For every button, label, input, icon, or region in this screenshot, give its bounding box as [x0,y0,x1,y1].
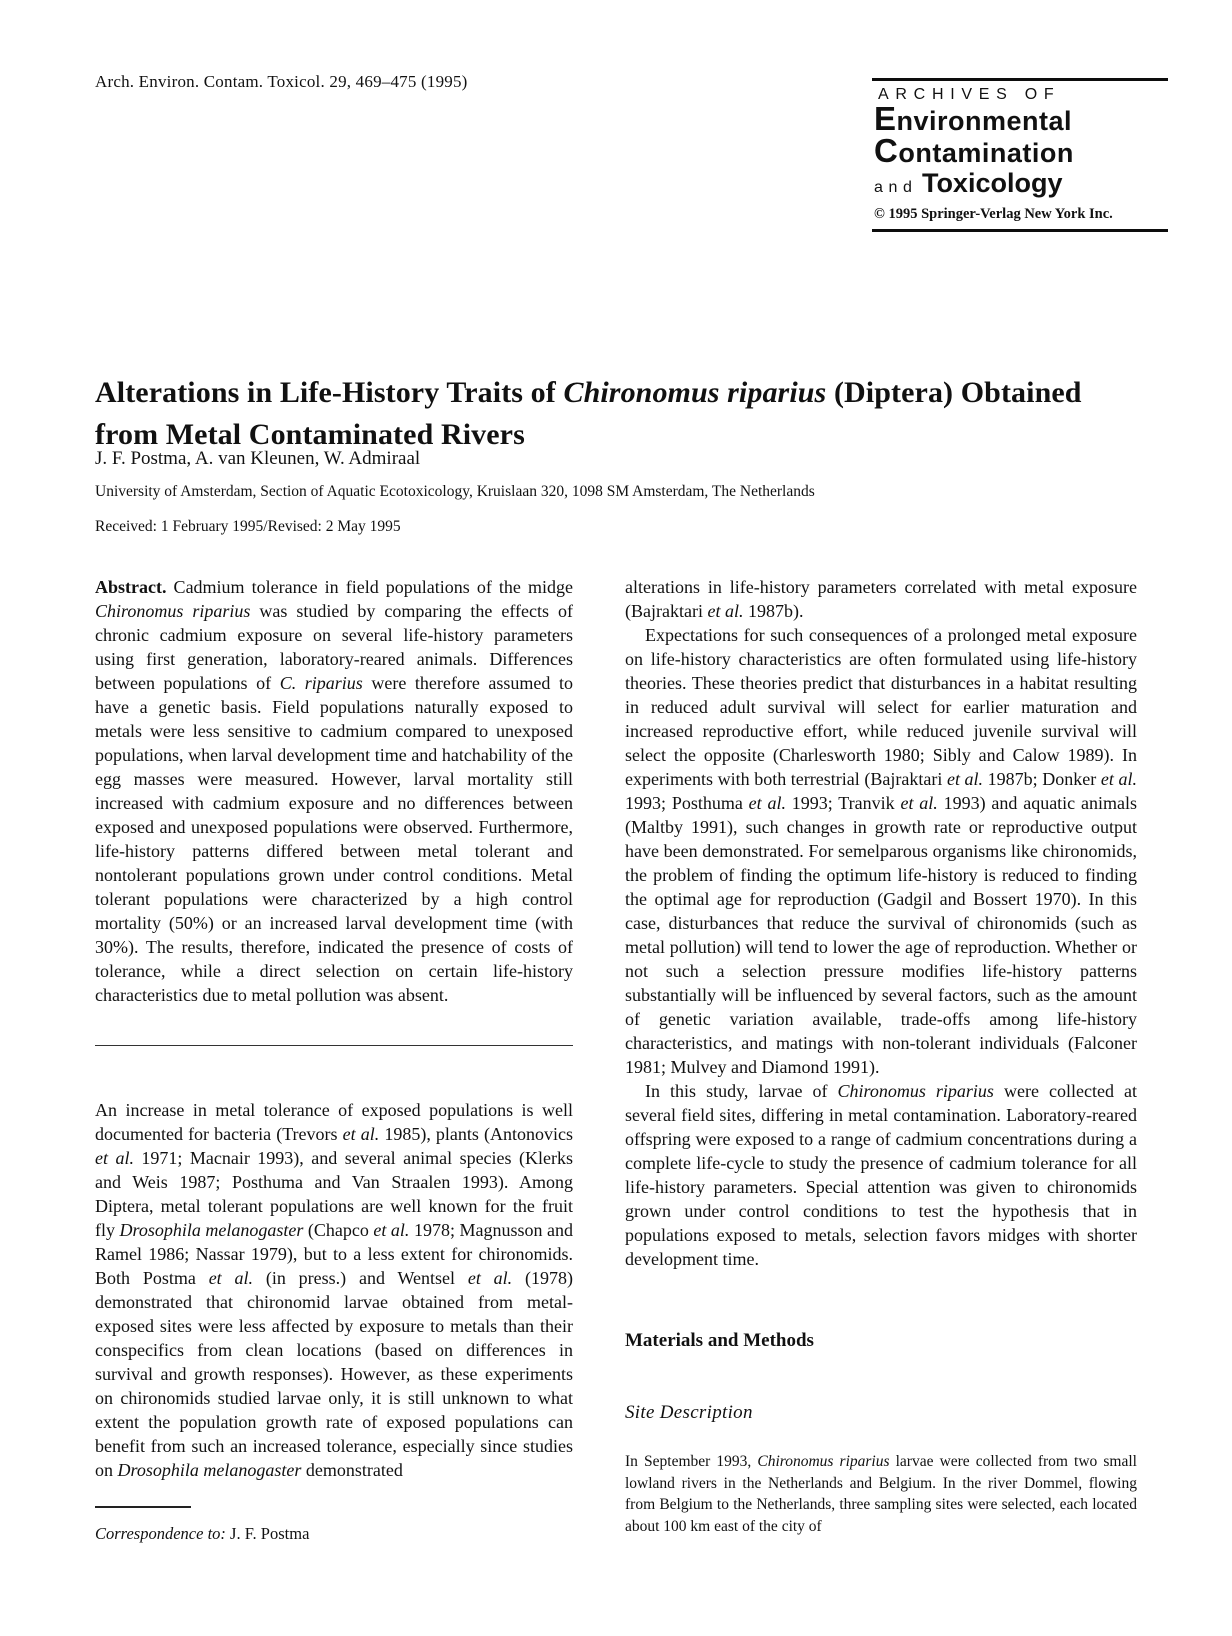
logo-copyright: © 1995 Springer-Verlag New York Inc. [874,206,1113,222]
abstract-divider-rule [95,1045,573,1046]
abstract-paragraph: Abstract. Cadmium tolerance in field populations of the midge Chironomus riparius was studied by comparing the effects of chronic cadmium exposure on several life-history parameters using first generation, laboratory-reared animals. Differences between populations of C. riparius were therefore assumed to have a genetic basis. Field populations naturally exposed to metals were less sensitive to cadmium compared to unexposed populations, when larval development time and hatchability of the egg masses were measured. However, larval mortality still increased with cadmium exposure and no differences between exposed and unexposed populations were observed. Furthermore, life-history patterns differed between metal tolerant and nontolerant populations grown under control conditions. Metal tolerant populations were characterized by a high control mortality (50%) or an increased larval development time (with 30%). The results, therefore, indicated the presence of costs of tolerance, while a direct selection on certain life-history characteristics due to metal pollution was absent. [95,577,573,1005]
logo-and-word: and [874,179,918,196]
correspondence-footnote [95,1506,573,1544]
received-revised-line: Received: 1 February 1995/Revised: 2 May 1995 [95,518,401,535]
journal-citation: Arch. Environ. Contam. Toxicol. 29, 469–475 (1995) [95,72,468,91]
journal-logo [872,78,1168,232]
authors-line: J. F. Postma, A. van Kleunen, W. Admiraal [95,448,421,469]
site-description-heading: Site Description [625,1402,753,1423]
affiliation-line: University of Amsterdam, Section of Aquatic Ecotoxicology, Kruislaan 320, 1098 SM Amsterdam, The Netherlands [95,483,815,500]
logo-contamination: Contamination [874,132,1074,169]
footnote-rule [95,1506,191,1508]
logo-environmental: Environmental [874,100,1073,137]
expectations-paragraph: Expectations for such consequences of a prolonged metal exposure on life-history characteristics are often formulated using life-history theories. These theories predict that disturbances in a habitat resulting in reduced adult survival will select for earlier maturation and increased reproductive effort, while reduced juvenile survival will select the opposite (Charlesworth 1980; Sibly and Calow 1989). In experiments with both terrestrial (Bajraktari et al. 1987b; Donker et al. 1993; Posthuma et al. 1993; Tranvik et al. 1993) and aquatic animals (Maltby 1991), such changes in growth rate or reproductive output have been demonstrated. For semelparous organisms like chironomids, the problem of finding the optimum life-history is reduced to finding the optimal age for reproduction (Gadgil and Bossert 1970). In this case, disturbances that reduce the survival of chironomids (such as metal pollution) will tend to lower the age of reproduction. Whether or not such a selection pressure modifies life-history patterns substantially will be influenced by several factors, such as the amount of genetic variation available, trade-offs among life-history characteristics, and matings with non-tolerant individuals (Falconer 1981; Mulvey and Diamond 1991). [625,625,1137,1077]
left-column [95,575,573,1482]
right-column [625,575,1137,1537]
materials-methods-heading: Materials and Methods [625,1330,814,1351]
site-description-paragraph: In September 1993, Chironomus riparius larvae were collected from two small lowland rivers in the Netherlands and Belgium. In the river Dommel, flowing from Belgium to the Netherlands, three sampling sites were selected, each located about 100 km east of the city of [625,1453,1137,1535]
logo-and-toxicology [874,168,1166,203]
logo-archives-of: ARCHIVES OF [878,86,1061,103]
paper-title: Alterations in Life-History Traits of Chironomus riparius (Diptera) Obtained from Metal Contaminated Rivers [95,376,1082,452]
continuation-paragraph: alterations in life-history parameters correlated with metal exposure (Bajraktari et al. 1987b). [625,577,1137,621]
correspondence-line: Correspondence to: J. F. Postma [95,1524,310,1543]
study-aim-paragraph: In this study, larvae of Chironomus riparius were collected at several field sites, differing in metal contamination. Laboratory-reared offspring were exposed to a range of cadmium concentrations during a complete life-cycle to study the presence of cadmium tolerance for all life-history parameters. Special attention was given to chironomids grown under control conditions to test the hypothesis that in populations exposed to metals, selection favors midges with shorter development time. [625,1081,1138,1269]
introduction-paragraph: An increase in metal tolerance of exposed populations is well documented for bacteria (Trevors et al. 1985), plants (Antonovics et al. 1971; Macnair 1993), and several animal species (Klerks and Weis 1987; Posthuma and Van Straalen 1993). Among Diptera, metal tolerant populations are well known for the fruit fly Drosophila melanogaster (Chapco et al. 1978; Magnusson and Ramel 1986; Nassar 1979), but to a less extent for chironomids. Both Postma et al. (in press.) and Wentsel et al. (1978) demonstrated that chironomid larvae obtained from metal-exposed sites were less affected by exposure to metals than their conspecifics from clean locations (based on differences in survival and growth responses). However, as these experiments on chironomids studied larvae only, it is still unknown to what extent the population growth rate of exposed populations can benefit from such an increased tolerance, especially since studies on Drosophila melanogaster demonstrated [95,1100,574,1480]
logo-toxicology: Toxicology [921,168,1063,198]
